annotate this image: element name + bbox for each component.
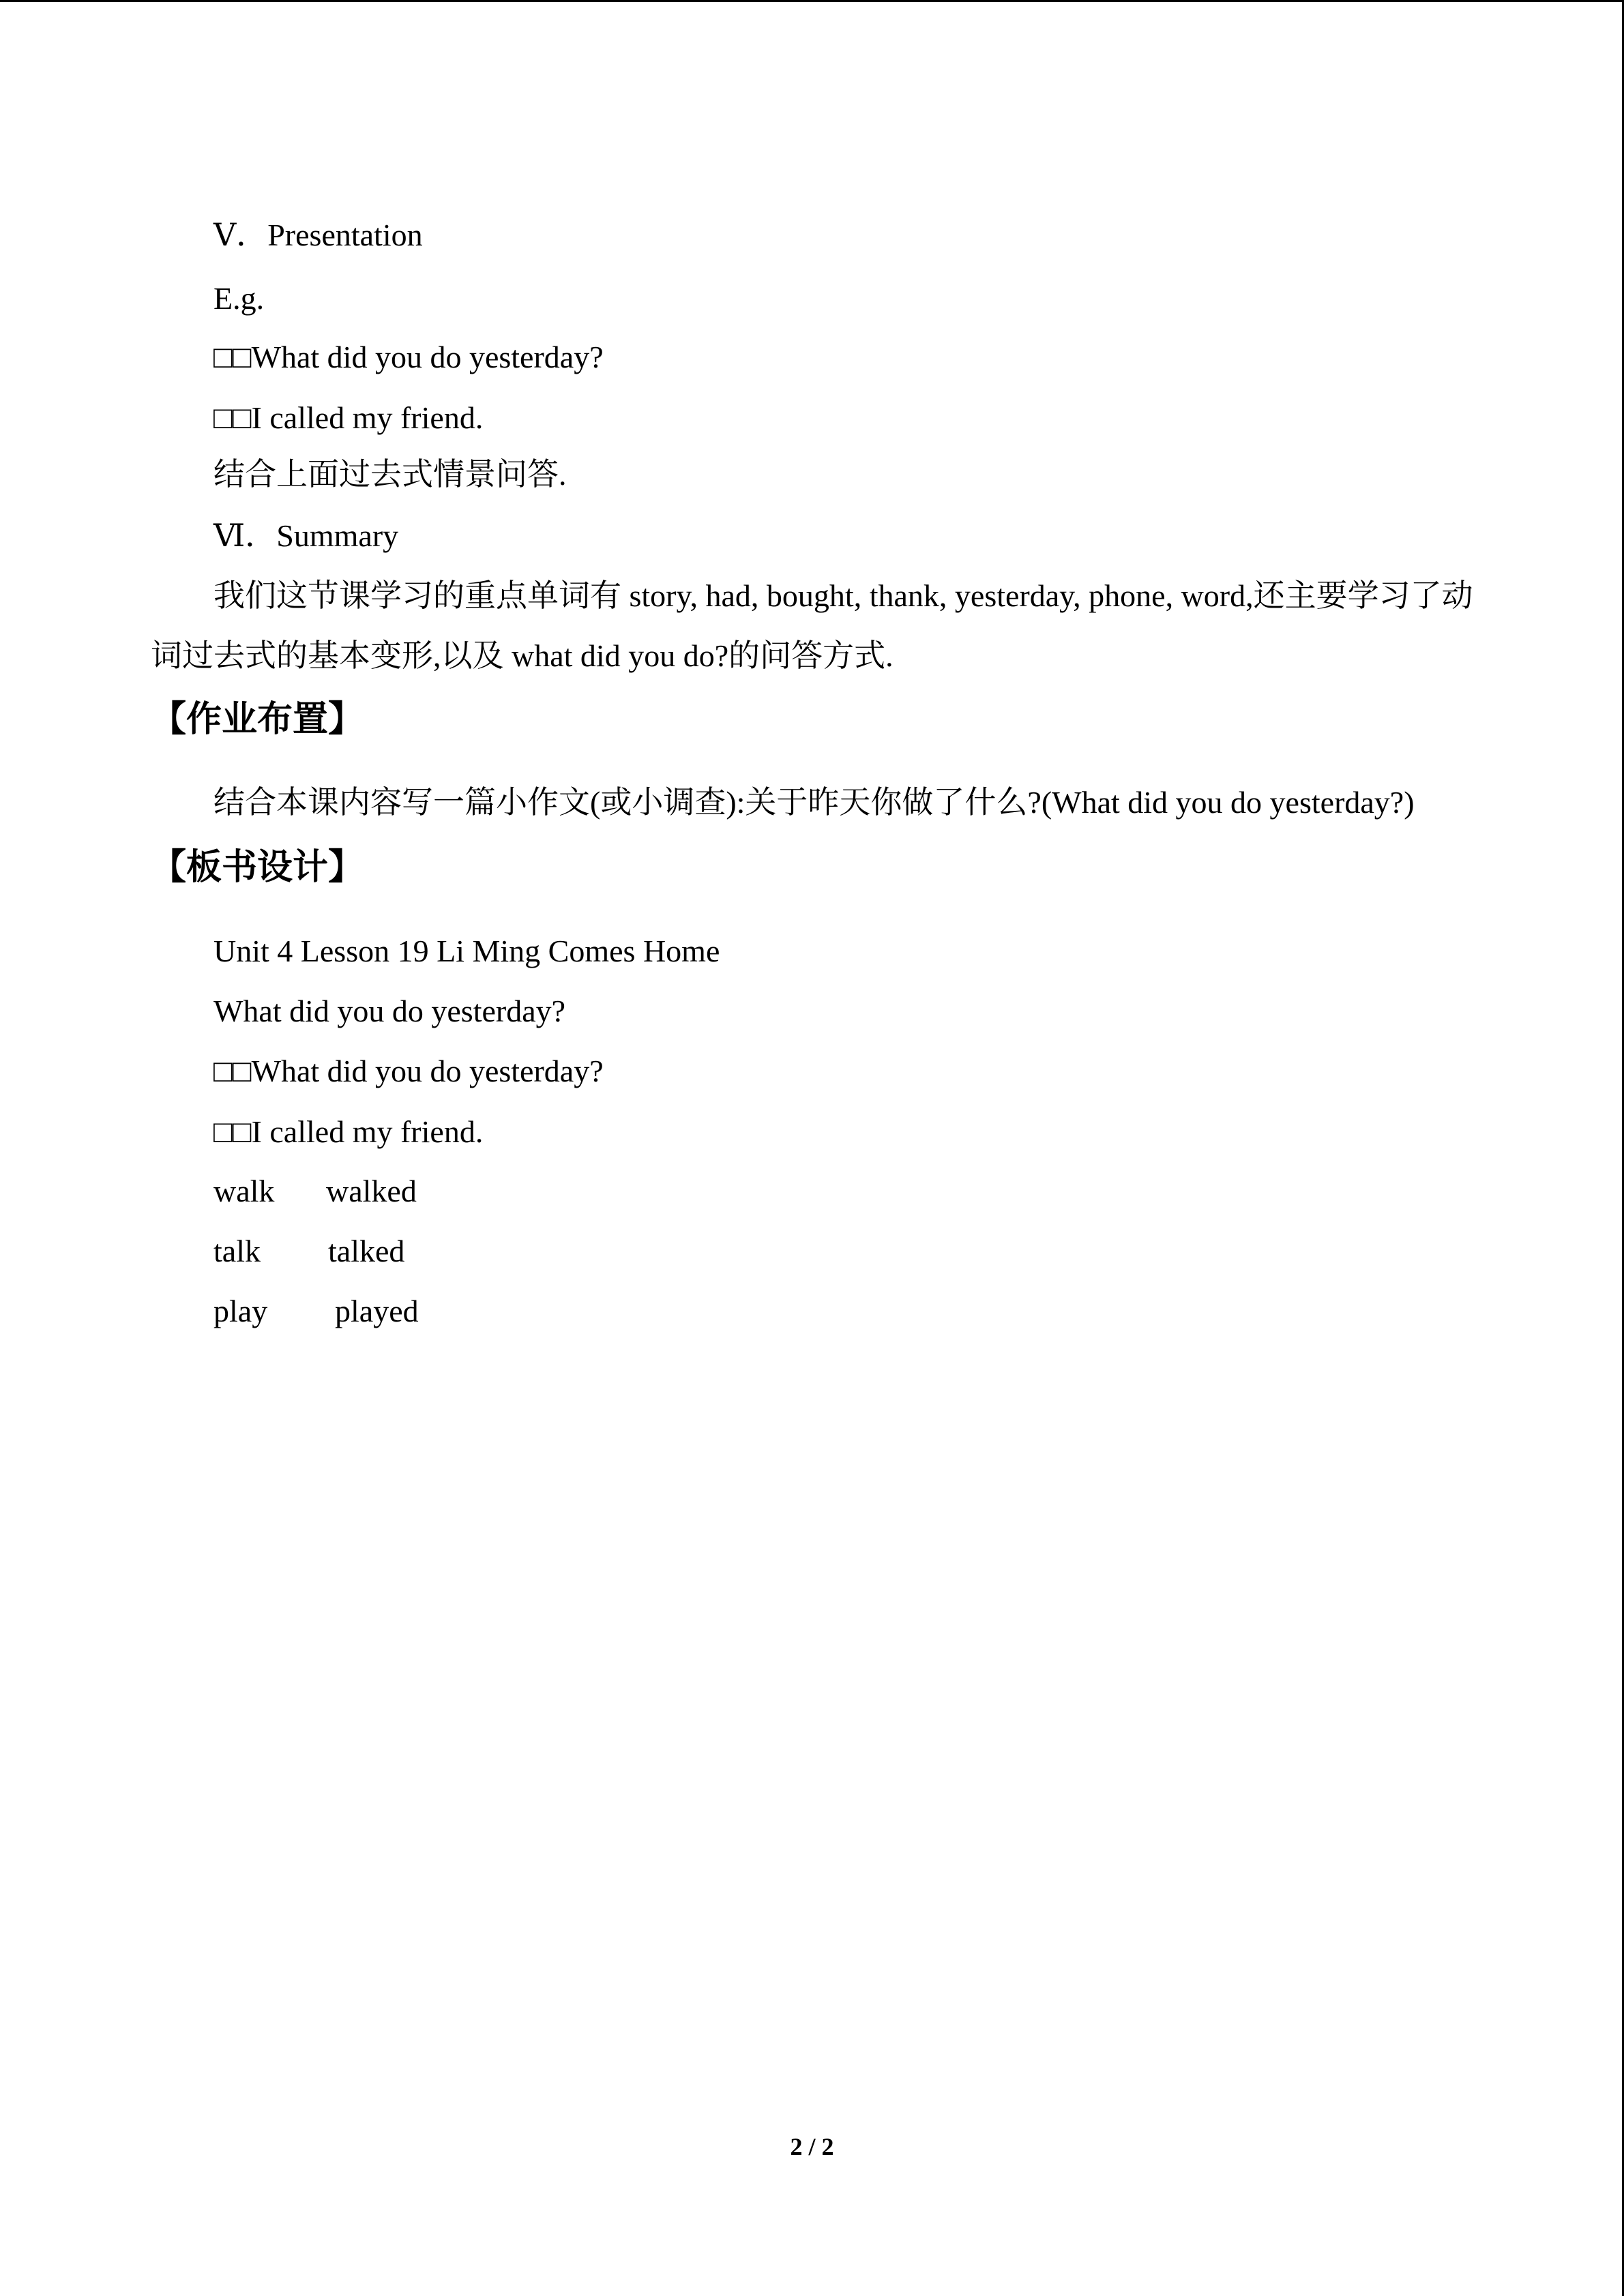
verb-row-play: [213, 1292, 419, 1330]
section5-title: Ⅴ．Presentation: [213, 218, 423, 252]
page-border-top: [0, 0, 1624, 2]
section5-eg: E.g.: [213, 281, 265, 316]
section6-title: Ⅵ．Summary: [213, 518, 399, 553]
verb-past: played: [335, 1294, 419, 1328]
board-dialog-answer: □□I called my friend.: [213, 1114, 484, 1149]
verb-base: play: [213, 1294, 268, 1328]
section5-question: □□What did you do yesterday?: [213, 340, 604, 374]
homework-heading: 【作业布置】: [151, 699, 364, 740]
section5-answer: □□I called my friend.: [213, 400, 484, 435]
page-number: 2 / 2: [790, 2133, 834, 2160]
board-dialog-question: □□What did you do yesterday?: [213, 1054, 604, 1088]
board-heading: 【板书设计】: [151, 847, 364, 888]
verb-row-talk: [213, 1232, 404, 1270]
board-question: What did you do yesterday?: [213, 994, 566, 1028]
section6-summary-text: 我们这节课学习的重点单词有 story, had, bought, thank, yesterday, phone, word,还主要学习了动词过去式的基本变形,以及 what did you do?的问答方式.: [151, 578, 1473, 673]
section5-instruction: 结合上面过去式情景问答.: [213, 457, 567, 492]
verb-past: walked: [326, 1174, 417, 1208]
verb-base: walk: [213, 1174, 275, 1208]
verb-row-walk: [213, 1172, 417, 1210]
homework-text: 结合本课内容写一篇小作文(或小调查):关于昨天你做了什么?(What did you do yesterday?): [213, 785, 1415, 820]
verb-base: talk: [213, 1234, 261, 1268]
board-lesson-title: Unit 4 Lesson 19 Li Ming Comes Home: [213, 934, 720, 968]
verb-past: talked: [328, 1234, 405, 1268]
